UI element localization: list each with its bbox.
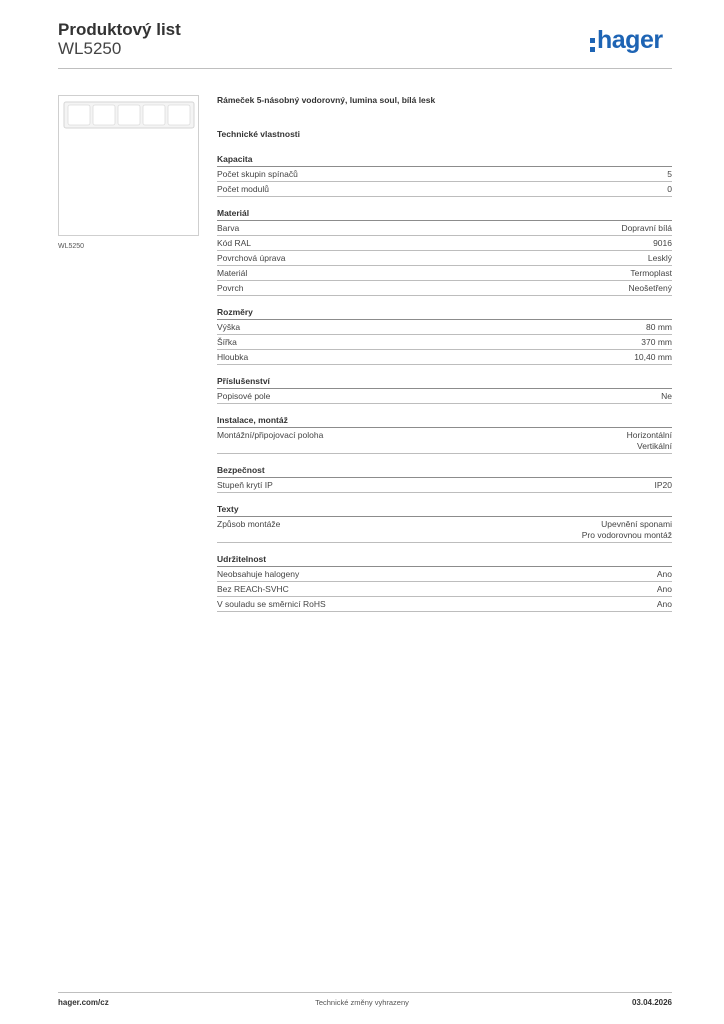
- spec-label: Počet skupin spínačů: [217, 169, 298, 179]
- section-title: Instalace, montáž: [217, 414, 672, 428]
- spec-row: [217, 517, 672, 543]
- spec-value-line: Ano: [656, 584, 672, 594]
- logo-text: hager: [597, 26, 663, 54]
- spec-value: [661, 391, 672, 402]
- spec-label: Barva: [217, 223, 240, 233]
- spec-value-line: Termoplast: [630, 268, 672, 278]
- spec-row: [217, 251, 672, 266]
- spec-value: [627, 430, 672, 452]
- section-title: Příslušenství: [217, 375, 672, 389]
- product-image: [58, 95, 199, 236]
- section-title: Udržitelnost: [217, 553, 672, 567]
- image-caption: WL5250: [58, 243, 85, 250]
- spec-value: [641, 337, 672, 348]
- spec-row: [217, 478, 672, 493]
- spec-value-line: Ne: [661, 391, 672, 401]
- logo-dots-icon: [590, 38, 595, 56]
- spec-value: [657, 584, 672, 595]
- spec-value: [648, 253, 672, 264]
- product-name: Rámeček 5-násobný vodorovný, lumina soul, bílá lesk: [217, 95, 436, 105]
- spec-value-line: 10,40 mm: [634, 352, 672, 362]
- spec-row: [217, 582, 672, 597]
- spec-row: [217, 167, 672, 182]
- spec-label: Bez REACh-SVHC: [217, 584, 289, 594]
- spec-value: [667, 169, 672, 180]
- spec-row: [217, 221, 672, 236]
- footer-date: 03.04.2026: [631, 998, 672, 1007]
- spec-section: [217, 464, 672, 493]
- spec-value-line: Dopravní bílá: [621, 223, 672, 233]
- spec-value-line: 80 mm: [646, 322, 672, 332]
- spec-row: [217, 567, 672, 582]
- section-title: Rozměry: [217, 306, 672, 320]
- footer-divider: [58, 992, 672, 993]
- spec-row: [217, 389, 672, 404]
- spec-label: Neobsahuje halogeny: [217, 569, 300, 579]
- spec-label: V souladu se směrnicí RoHS: [217, 599, 326, 609]
- spec-label: Povrchová úprava: [217, 253, 286, 263]
- spec-value: [653, 238, 672, 249]
- spec-value-line: Vertikální: [637, 441, 672, 451]
- spec-value-line: Ano: [656, 569, 672, 579]
- spec-value: [629, 283, 672, 294]
- spec-row: [217, 266, 672, 281]
- spec-row: [217, 236, 672, 251]
- section-title: Bezpečnost: [217, 464, 672, 478]
- spec-value: [646, 322, 672, 333]
- footer-notice: Technické změny vyhrazeny: [315, 998, 409, 1007]
- spec-value-line: Horizontální: [626, 430, 672, 440]
- spec-value-line: 0: [667, 184, 672, 194]
- spec-label: Hloubka: [217, 352, 249, 362]
- spec-value-line: Upevnění sponami: [601, 519, 672, 529]
- spec-value: [621, 223, 672, 234]
- spec-label: Povrch: [217, 283, 244, 293]
- spec-value-line: 5: [667, 169, 672, 179]
- spec-value: [582, 519, 672, 541]
- spec-row: [217, 281, 672, 296]
- spec-value: [655, 480, 673, 491]
- spec-section: [217, 375, 672, 404]
- spec-section: [217, 553, 672, 612]
- spec-row: [217, 335, 672, 350]
- spec-row: [217, 182, 672, 197]
- spec-label: Stupeň krytí IP: [217, 480, 273, 490]
- hager-logo[interactable]: [590, 26, 672, 60]
- spec-label: Způsob montáže: [217, 519, 281, 529]
- spec-label: Popisové pole: [217, 391, 271, 401]
- spec-section: [217, 503, 672, 543]
- spec-value-line: Pro vodorovnou montáž: [581, 530, 672, 540]
- spec-label: Počet modulů: [217, 184, 269, 194]
- spec-section: [217, 306, 672, 365]
- page-header: [58, 20, 672, 68]
- spec-value-line: Neošetřený: [628, 283, 672, 293]
- spec-value: [667, 184, 672, 195]
- spec-label: Kód RAL: [217, 238, 252, 248]
- spec-label: Montážní/připojovací poloha: [217, 430, 324, 440]
- spec-value: [634, 352, 672, 363]
- spec-value-line: 9016: [653, 238, 672, 248]
- spec-row: [217, 428, 672, 454]
- section-title: Kapacita: [217, 153, 672, 167]
- section-title: Texty: [217, 503, 672, 517]
- spec-section: [217, 414, 672, 454]
- spec-row: [217, 350, 672, 365]
- frame-5-gang-icon: [59, 96, 200, 237]
- spec-label: Výška: [217, 322, 241, 332]
- spec-row: [217, 597, 672, 612]
- spec-section: [217, 207, 672, 296]
- product-details: [217, 95, 672, 612]
- spec-value-line: Lesklý: [647, 253, 672, 263]
- spec-label: Materiál: [217, 268, 248, 278]
- product-code: WL5250: [58, 39, 122, 58]
- spec-row: [217, 320, 672, 335]
- section-title: Materiál: [217, 207, 672, 221]
- spec-section: [217, 153, 672, 197]
- spec-value: [657, 569, 672, 580]
- spec-label: Šířka: [217, 337, 237, 347]
- spec-value-line: Ano: [656, 599, 672, 609]
- document-title: Produktový list: [58, 20, 181, 39]
- footer-website-link[interactable]: hager.com/cz: [58, 998, 109, 1007]
- header-divider: [58, 68, 672, 69]
- spec-sections: [217, 153, 672, 612]
- technical-properties-title: Technické vlastnosti: [217, 129, 300, 139]
- spec-value: [657, 599, 672, 610]
- spec-value-line: 370 mm: [641, 337, 672, 347]
- spec-value-line: IP20: [654, 480, 672, 490]
- spec-value: [630, 268, 672, 279]
